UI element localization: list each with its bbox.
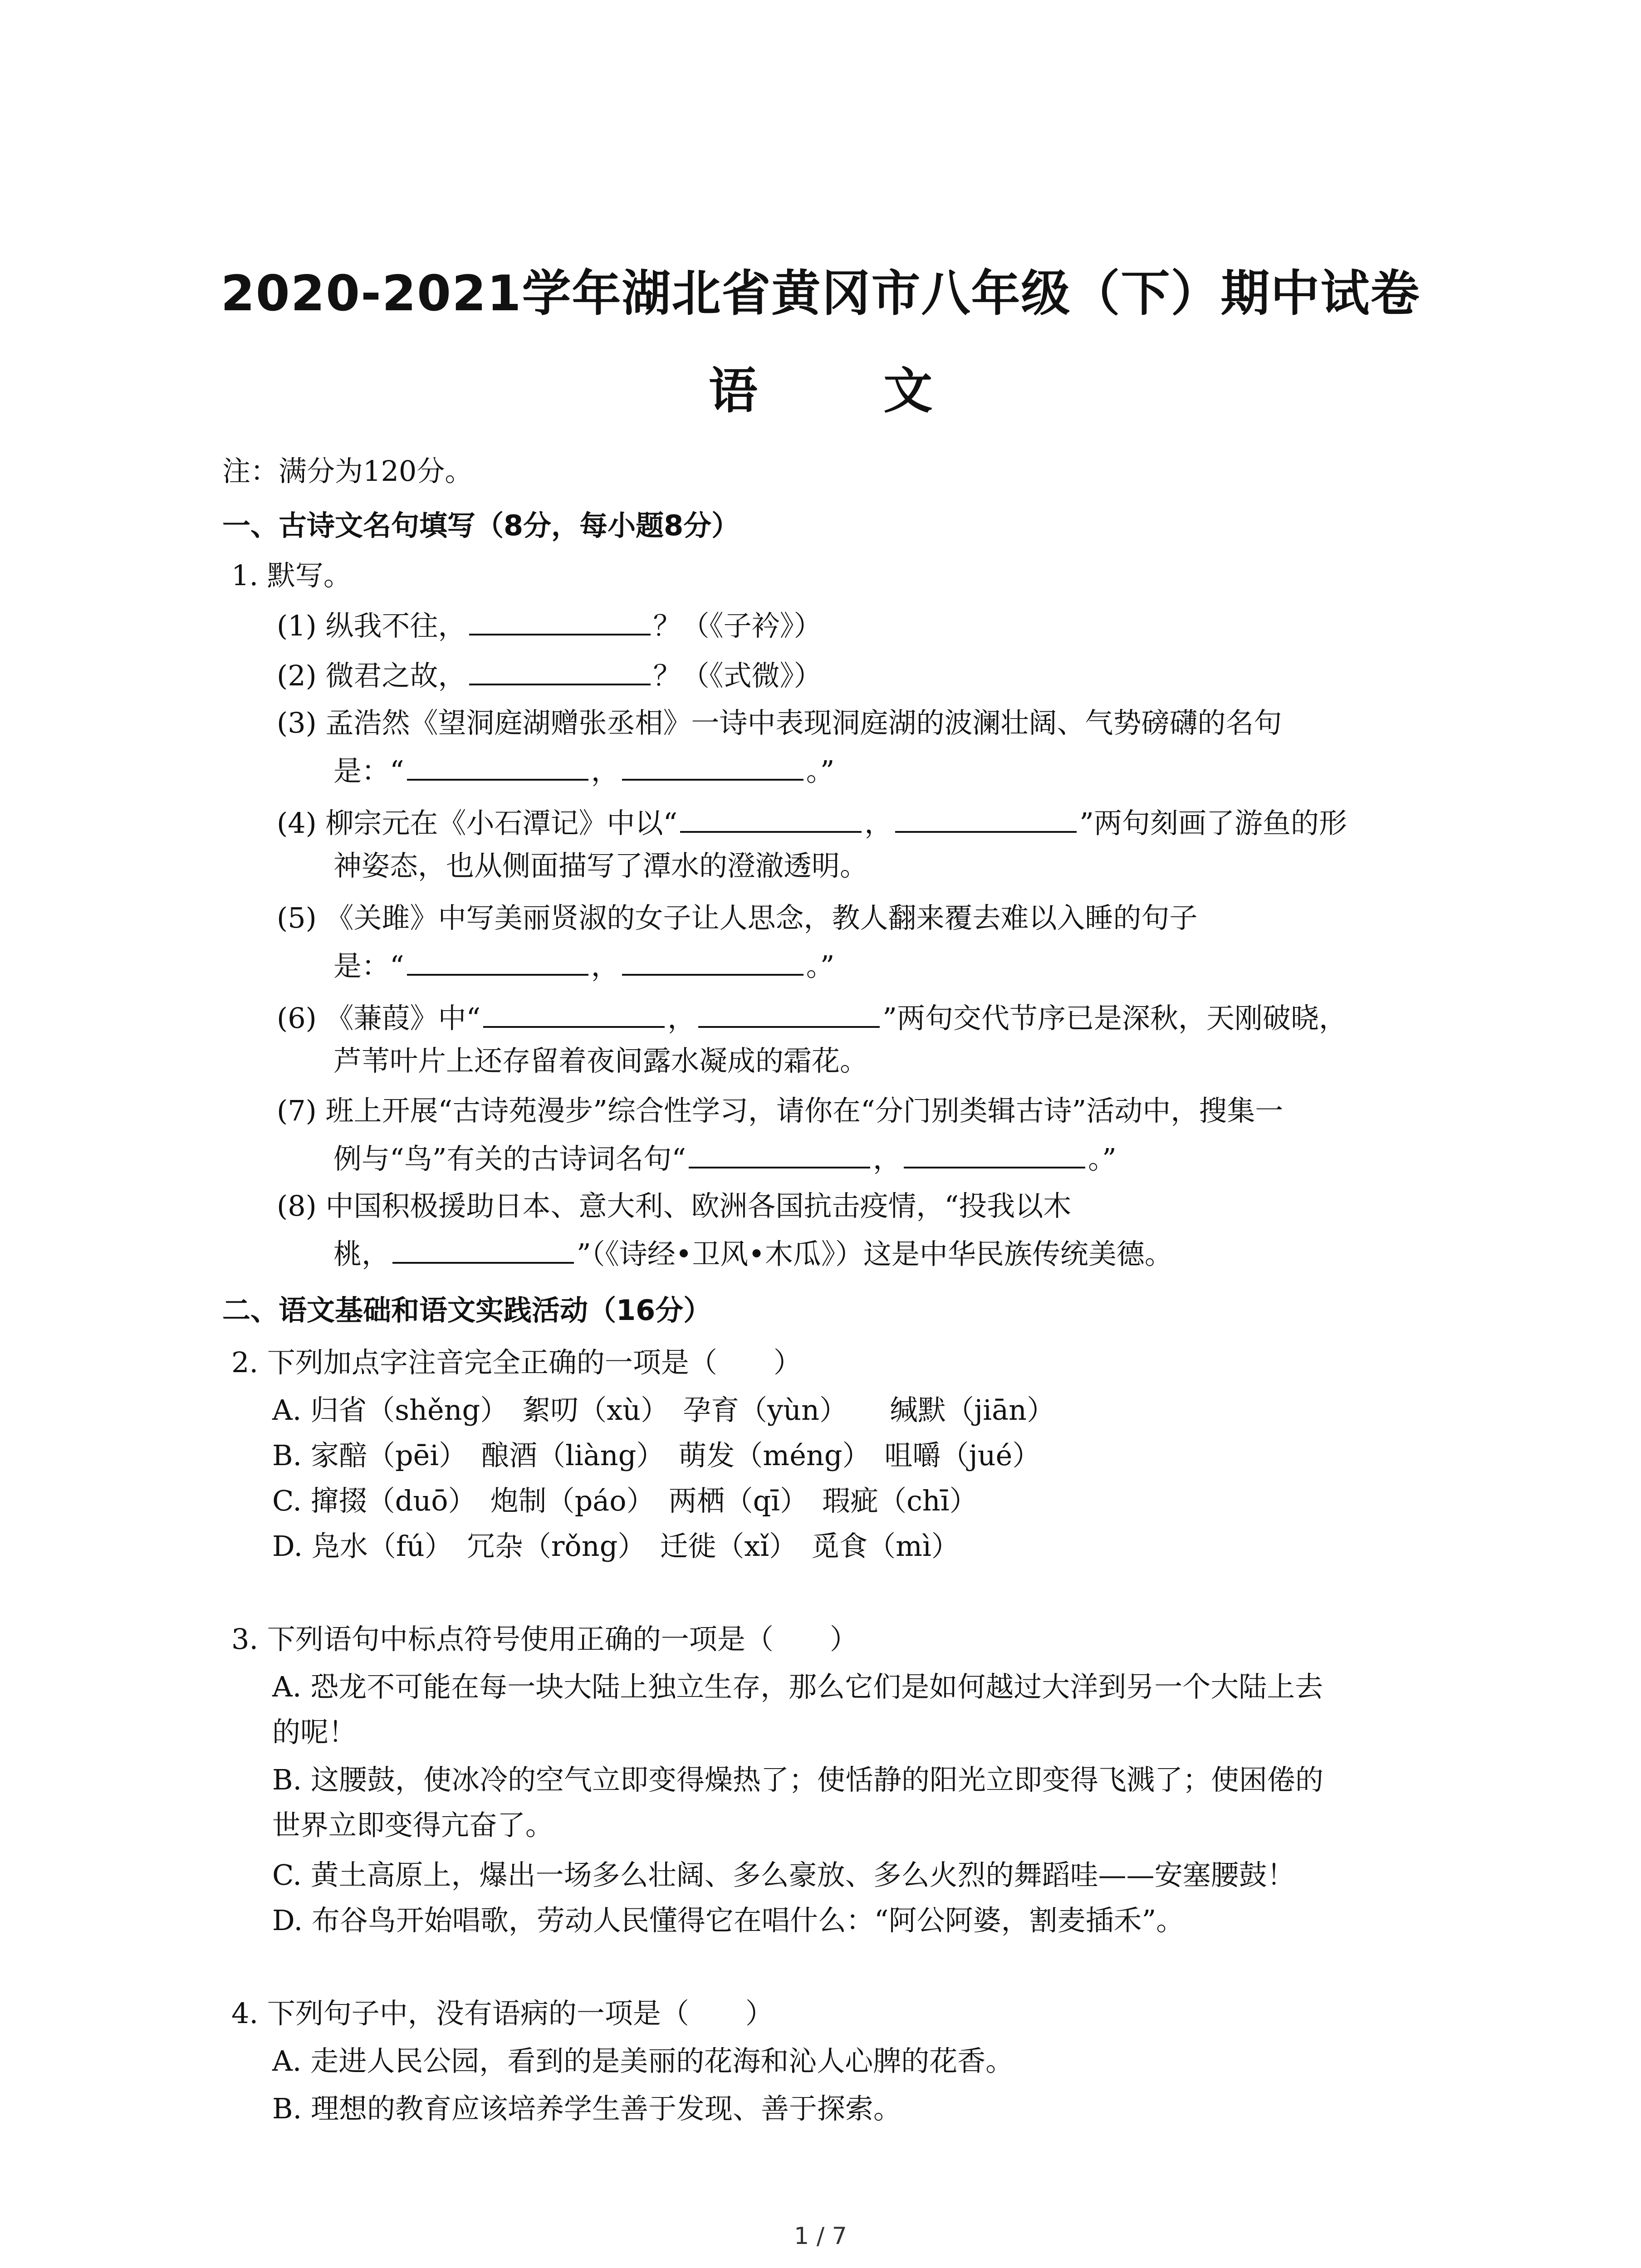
q3-option-a-cont: 的呢！ (272, 1716, 357, 1749)
answer-blank[interactable] (392, 1234, 574, 1264)
q2-option-c[interactable]: C. 撺掇（duō） 炮制（páo） 两栖（qī） 瑕疵（chī） (272, 1484, 978, 1517)
q1-item-6-line2: 芦苇叶片上还存留着夜间露水凝成的霜花。 (333, 1044, 868, 1077)
q1-item-6: (6) 《蒹葭》中“ ， ”两句交代节序已是深秋，天刚破晓， (277, 998, 1347, 1036)
answer-blank[interactable] (483, 998, 665, 1028)
answer-blank[interactable] (895, 803, 1077, 833)
q3-option-a[interactable]: A. 恐龙不可能在每一块大陆上独立生存，那么它们是如何越过大洋到另一个大陆上去 (272, 1670, 1323, 1703)
answer-blank[interactable] (689, 1139, 870, 1168)
q4-option-a[interactable]: A. 走进人民公园，看到的是美丽的花海和沁人心脾的花香。 (272, 2044, 1014, 2077)
q4-option-b[interactable]: B. 理想的教育应该培养学生善于发现、善于探索。 (272, 2092, 901, 2125)
answer-blank[interactable] (407, 946, 588, 976)
q3-stem: 3. 下列语句中标点符号使用正确的一项是（ ） (231, 1623, 858, 1656)
answer-blank[interactable] (469, 606, 651, 635)
q2-option-d[interactable]: D. 凫水（fú） 冗杂（rǒng） 迁徙（xǐ） 觅食（mì） (272, 1530, 960, 1563)
q1-item-8-line2: 桃， ”（《诗经•卫风•木瓜》）这是中华民族传统美德。 (333, 1234, 1173, 1272)
answer-blank[interactable] (698, 998, 880, 1028)
q1-item-5: (5) 《关雎》中写美丽贤淑的女子让人思念，教人翻来覆去难以入睡的句子 (277, 901, 1198, 934)
q1-item-7-line2: 例与“鸟”有关的古诗词名句“ ， 。” (333, 1139, 1117, 1177)
q1-item-4-line2: 神姿态，也从侧面描写了潭水的澄澈透明。 (333, 849, 868, 882)
q1-item-3-line2: 是：“ ， 。” (333, 751, 834, 789)
q1-stem: 1. 默写。 (231, 559, 352, 592)
q1-item-5-line2: 是：“ ， 。” (333, 946, 834, 984)
q2-stem: 2. 下列加点字注音完全正确的一项是（ ） (231, 1346, 802, 1379)
answer-blank[interactable] (622, 751, 803, 781)
answer-blank[interactable] (407, 751, 588, 781)
page-number: 1 / 7 (794, 2223, 847, 2250)
q2-option-b[interactable]: B. 家醅（pēi） 酿酒（liàng） 萌发（méng） 咀嚼（jué） (272, 1439, 1041, 1472)
q1-item-1: (1) 纵我不往， ？（《子衿》） (277, 606, 822, 644)
q4-stem: 4. 下列句子中，没有语病的一项是（ ） (231, 1997, 774, 2030)
q1-item-8: (8) 中国积极援助日本、意大利、欧洲各国抗击疫情，“投我以木 (277, 1189, 1072, 1222)
q1-item-3: (3) 孟浩然《望洞庭湖赠张丞相》一诗中表现洞庭湖的波澜壮阔、气势磅礴的名句 (277, 706, 1282, 739)
answer-blank[interactable] (622, 946, 803, 976)
answer-blank[interactable] (680, 803, 862, 833)
q1-item-4: (4) 柳宗元在《小石潭记》中以“ ， ”两句刻画了游鱼的形 (277, 803, 1347, 841)
exam-title: 2020-2021学年湖北省黄冈市八年级（下）期中试卷 (220, 265, 1421, 322)
q2-option-a[interactable]: A. 归省（shěng） 絮叨（xù） 孕育（yùn） 缄默（jiān） (272, 1393, 1055, 1427)
q3-option-d[interactable]: D. 布谷鸟开始唱歌，劳动人民懂得它在唱什么：“阿公阿婆，割麦插禾”。 (272, 1904, 1185, 1937)
section1-heading: 一、古诗文名句填写（8分，每小题8分） (222, 509, 740, 542)
answer-blank[interactable] (469, 655, 651, 685)
subject-title: 语 文 (708, 363, 987, 420)
answer-blank[interactable] (904, 1139, 1085, 1168)
q3-option-b-cont: 世界立即变得亢奋了。 (272, 1809, 554, 1842)
q3-option-c[interactable]: C. 黄土高原上，爆出一场多么壮阔、多么豪放、多么火烈的舞蹈哇——安塞腰鼓！ (272, 1858, 1295, 1892)
section2-heading: 二、语文基础和语文实践活动（16分） (222, 1294, 712, 1327)
q1-item-7: (7) 班上开展“古诗苑漫步”综合性学习，请你在“分门别类辑古诗”活动中，搜集一 (277, 1094, 1283, 1127)
q1-item-2: (2) 微君之故， ？（《式微》） (277, 655, 822, 694)
q3-option-b[interactable]: B. 这腰鼓，使冰冷的空气立即变得燥热了；使恬静的阳光立即变得飞溅了；使困倦的 (272, 1763, 1323, 1796)
score-note: 注：满分为120分。 (222, 455, 473, 488)
